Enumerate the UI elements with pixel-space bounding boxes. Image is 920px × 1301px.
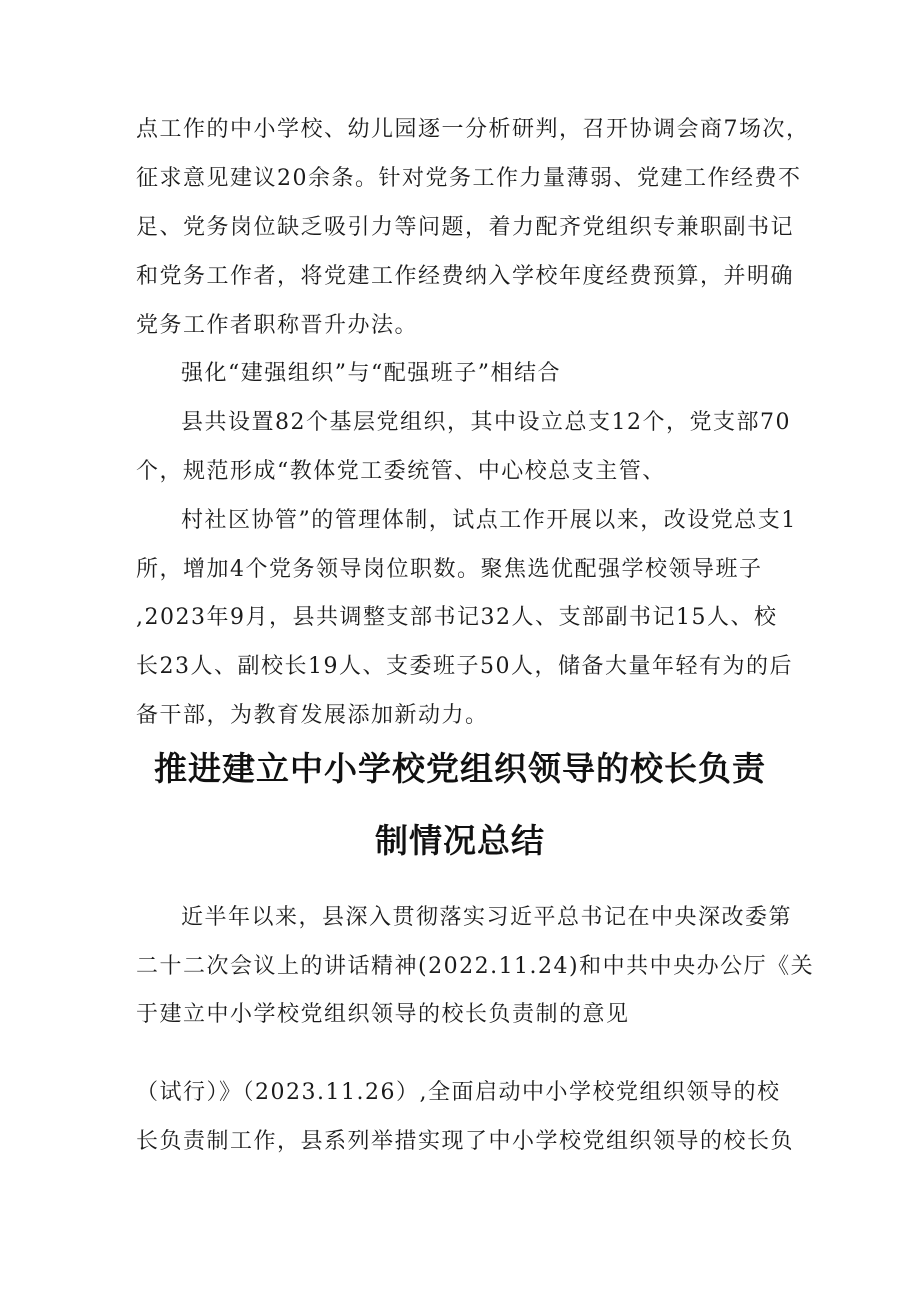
paragraph-line: 村社区协管”的管理体制，试点工作开展以来，改设党总支1 [181,508,797,533]
paragraph-line: 长23人、副校长19人、支委班子50人，储备大量年轻有为的后 [136,654,793,679]
paragraph-line: 和党务工作者，将党建工作经费纳入学校年度经费预算，并明确 [136,264,795,289]
paragraph-line: 二十二次会议上的讲话精神(2022.11.24)和中共中央办公厅《关 [136,954,815,979]
paragraph-line: 近半年以来，县深入贯彻落实习近平总书记在中央深改委第 [181,905,793,930]
subheading: 强化“建强组织”与“配强班子”相结合 [181,361,561,386]
paragraph-line: 县共设置82个基层党组织，其中设立总支12个，党支部70 [181,410,791,435]
paragraph-line: 个，规范形成“教体党工委统管、中心校总支主管、 [136,459,666,484]
paragraph-line: 长负责制工作，县系列举措实现了中小学校党组织领导的校长负 [136,1129,795,1154]
paragraph-line: ,2023年9月，县共调整支部书记32人、支部副书记15人、校 [136,605,778,630]
paragraph-line: （试行）》（2023.11.26）,全面启动中小学校党组织领导的校 [136,1080,781,1105]
document-title-continued: 制情况总结 [375,821,545,860]
document-title: 推进建立中小学校党组织领导的校长负责 [154,749,766,788]
paragraph-line: 党务工作者职称晋升办法。 [136,313,419,338]
paragraph-line: 所，增加4个党务领导岗位职数。聚焦选优配强学校领导班子 [136,557,763,582]
paragraph-line: 于建立中小学校党组织领导的校长负责制的意见 [136,1002,630,1027]
paragraph-line: 备干部，为教育发展添加新动力。 [136,703,489,728]
paragraph-line: 点工作的中小学校、幼儿园逐一分析研判，召开协调会商7场次， [136,117,810,142]
paragraph-line: 足、党务岗位缺乏吸引力等问题，着力配齐党组织专兼职副书记 [136,215,795,240]
paragraph-line: 征求意见建议20余条。针对党务工作力量薄弱、党建工作经费不 [136,166,802,191]
